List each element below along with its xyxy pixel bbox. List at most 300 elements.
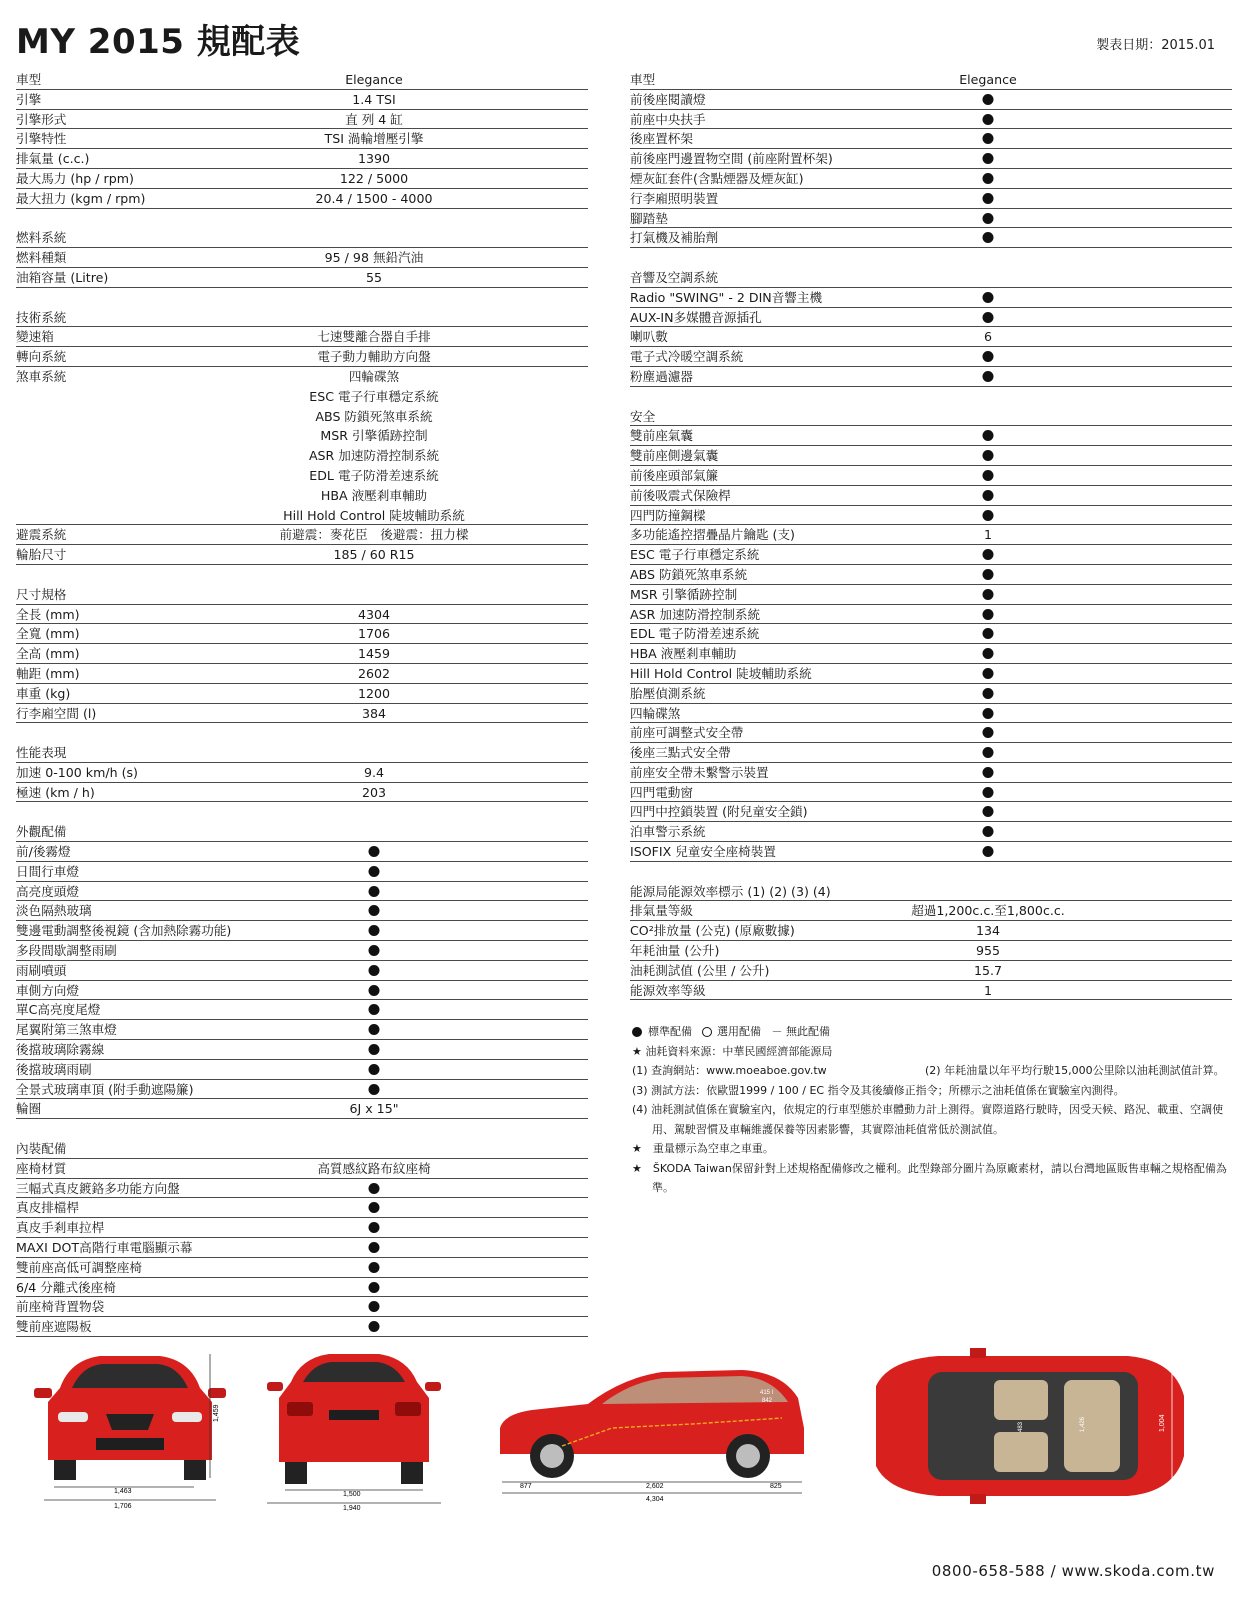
standard-dot-icon [369, 901, 380, 921]
spec-value: 1459 [357, 646, 391, 662]
standard-dot-icon [983, 288, 994, 308]
car-side-body [500, 1370, 804, 1478]
spec-row [16, 1179, 588, 1199]
spec-label: 雙邊電動調整後視鏡 (含加熱除霧功能) [16, 923, 232, 939]
standard-dot-icon [369, 1278, 380, 1298]
spec-row [16, 1020, 588, 1040]
filled-dot-icon [983, 312, 994, 323]
spec-label: MSR 引擎循跡控制 [630, 586, 738, 602]
spec-label: 多段間歇調整雨刷 [16, 943, 117, 959]
spec-label: 最大扭力 (kgm / rpm) [16, 190, 146, 206]
spec-label: Hill Hold Control 陡坡輔助系統 [630, 665, 812, 681]
spec-label: 腳踏墊 [630, 210, 668, 226]
spec-label: 油箱容量 (Litre) [16, 269, 109, 285]
spec-label: 引擎形式 [16, 111, 67, 127]
spacer-row [16, 723, 588, 743]
note-3: (3) 測試方法：依歐盟1999 / 100 / EC 指令及其後續修正指令；所標示之油耗值係在實驗室內測得。 [632, 1083, 1125, 1097]
spec-row [16, 248, 588, 268]
spec-row [630, 961, 1232, 981]
spec-label: 極速 (km / h) [16, 784, 95, 800]
spec-row [16, 189, 588, 209]
spec-value: Elegance [959, 72, 1017, 87]
spec-value: 1200 [357, 685, 391, 701]
spec-label: 避震系統 [16, 527, 67, 543]
spec-label: 能源局能源效率標示 (1) (2) (3) (4) [630, 883, 831, 899]
spec-row [16, 347, 588, 367]
filled-dot-icon [369, 1282, 380, 1293]
spec-label: 四門防撞鋼樑 [630, 507, 706, 523]
spec-label: 安全 [630, 408, 656, 424]
spec-row [630, 110, 1232, 130]
spec-value: 四輪碟煞 [348, 368, 400, 384]
spec-row [630, 426, 1232, 446]
front-overhang-label: 877 [520, 1483, 532, 1490]
front-track-label: 1,463 [114, 1488, 132, 1495]
spec-label: 尾翼附第三煞車燈 [16, 1022, 117, 1038]
spec-row [16, 1040, 588, 1060]
spec-label: 雙前座遮陽板 [16, 1319, 92, 1335]
spec-value: 6J x 15" [349, 1101, 399, 1117]
filled-dot-icon [983, 292, 994, 303]
filled-dot-icon [983, 114, 994, 125]
spec-label: 淡色隔熱玻璃 [16, 903, 92, 919]
spec-value: Elegance [345, 72, 403, 87]
spacer-row [16, 1119, 588, 1139]
spec-label: 前座可調整式安全帶 [630, 725, 744, 741]
spec-label: EDL 電子防滑差速系統 [630, 626, 760, 642]
spec-row [16, 981, 588, 1001]
spec-label: 全高 (mm) [16, 646, 80, 662]
filled-dot-icon [369, 1321, 380, 1332]
filled-dot-icon [369, 925, 380, 936]
length-label: 4,304 [646, 1496, 664, 1503]
spec-label: 前後座門邊置物空間 (前座附置杯架) [630, 151, 833, 167]
spec-value: 4304 [357, 606, 391, 622]
spec-label: 性能表現 [16, 745, 67, 761]
spec-label: 喇叭數 [630, 329, 668, 345]
spec-row [630, 288, 1232, 308]
spec-label: 年耗油量 (公升) [630, 943, 720, 959]
standard-dot-icon [983, 308, 994, 328]
spec-row [630, 585, 1232, 605]
spec-label: 加速 0-100 km/h (s) [16, 764, 138, 780]
spec-row [630, 545, 1232, 565]
spec-value: 前避震：麥花臣 後避震：扭力樑 [279, 527, 469, 543]
car-front-body [34, 1356, 226, 1480]
spec-value: 384 [361, 705, 387, 721]
filled-dot-icon [983, 648, 994, 659]
issue-date: 製表日期：2015.01 [1096, 38, 1215, 53]
spec-value: 1 [983, 982, 993, 998]
spec-label: 前座椅背置物袋 [16, 1299, 105, 1315]
spec-label: 前後座閱讀燈 [630, 91, 706, 107]
spec-row [16, 704, 588, 724]
section-header-row [16, 228, 588, 248]
spec-value: 2602 [357, 665, 391, 681]
spec-row [16, 605, 588, 625]
note-weight: ★ 重量標示為空車之車重。 [632, 1142, 774, 1155]
spec-label: ISOFIX 兒童安全座椅裝置 [630, 844, 776, 860]
spec-value: 超過1,200c.c.至1,800c.c. [911, 903, 1065, 919]
spec-row [16, 862, 588, 882]
standard-dot-icon [983, 644, 994, 664]
spec-row [16, 1258, 588, 1278]
car-rear-body [267, 1354, 441, 1484]
standard-dot-icon [983, 684, 994, 704]
standard-dot-icon [369, 1179, 380, 1199]
standard-dot-icon [369, 921, 380, 941]
car-top-body [876, 1348, 1184, 1504]
standard-dot-icon [369, 941, 380, 961]
standard-dot-icon [983, 624, 994, 644]
trunk-label-2: 842 [762, 1398, 773, 1404]
spacer-row [16, 802, 588, 822]
car-front-view [30, 1342, 230, 1512]
filled-dot-icon [983, 628, 994, 639]
spec-row [630, 644, 1232, 664]
spec-label: 輪圈 [16, 1101, 42, 1117]
spec-label: 全景式玻璃車頂 (附手動遮陽簾) [16, 1081, 194, 1097]
filled-dot-icon [369, 1084, 380, 1095]
standard-dot-icon [983, 545, 994, 565]
spec-label: 能源效率等級 [630, 982, 706, 998]
spec-label: 外觀配備 [16, 824, 67, 840]
spec-row [16, 426, 588, 446]
spec-row [16, 1099, 588, 1119]
spec-label: 煞車系統 [16, 368, 67, 384]
note-1-2 [632, 1061, 1232, 1081]
top-width-label: 1,004 [1159, 1414, 1166, 1432]
spec-value: 20.4 / 1500 - 4000 [315, 190, 433, 206]
spec-row [630, 169, 1232, 189]
spec-row [630, 129, 1232, 149]
standard-dot-icon [369, 961, 380, 981]
spec-row [630, 723, 1232, 743]
filled-dot-icon [369, 1222, 380, 1233]
rear-track-label: 1,500 [343, 1491, 361, 1498]
filled-dot-icon [369, 1064, 380, 1075]
car-rear-view [265, 1342, 445, 1512]
spacer-row [16, 288, 588, 308]
spec-value: 134 [975, 923, 1001, 939]
spec-label: 後座三點式安全帶 [630, 745, 731, 761]
standard-dot-icon [983, 486, 994, 506]
standard-dot-icon [983, 228, 994, 248]
spec-label: 全寬 (mm) [16, 626, 80, 642]
legend [632, 1022, 1232, 1042]
spec-value: EDL 電子防滑差速系統 [309, 467, 439, 483]
spec-table-left [16, 70, 588, 1337]
spec-label: 全長 (mm) [16, 606, 80, 622]
top-seat-a-label: 483 [1018, 1421, 1024, 1432]
spec-value: 6 [983, 329, 993, 345]
spec-row [16, 446, 588, 466]
section-header-row [16, 1139, 588, 1159]
note-4: (4) 油耗測試值係在實驗室內，依規定的行車型態於車體動力計上測得。實際道路行駛時，因受天候、路況、載重、空調使用、駕駛習慣及車輛維護保養等因素影響，其實際油耗值常低於測試值。 [632, 1103, 1224, 1136]
spec-label: 四輪碟煞 [630, 705, 681, 721]
spec-label: 車型 [16, 72, 42, 87]
standard-dot-icon [983, 367, 994, 387]
spec-label: 前/後霧燈 [16, 844, 71, 860]
wheelbase-label: 2,602 [646, 1483, 664, 1490]
spec-value: 122 / 5000 [339, 170, 409, 186]
spec-row [16, 842, 588, 862]
section-header-row [16, 743, 588, 763]
standard-dot-icon [369, 1000, 380, 1020]
spec-label: 電子式冷暖空調系統 [630, 349, 744, 365]
spec-row [630, 347, 1232, 367]
spec-row [630, 684, 1232, 704]
spec-label: 雨刷噴頭 [16, 962, 67, 978]
filled-dot-icon [369, 866, 380, 877]
standard-dot-icon [983, 149, 994, 169]
spec-row [16, 684, 588, 704]
spec-row [630, 981, 1232, 1001]
spec-value: 95 / 98 無鉛汽油 [324, 250, 424, 266]
section-header-row [16, 308, 588, 328]
section-header-row [16, 70, 588, 90]
filled-dot-icon [983, 767, 994, 778]
filled-dot-icon [983, 470, 994, 481]
spec-row [630, 624, 1232, 644]
filled-dot-icon [983, 747, 994, 758]
top-seat-b-label: 1,426 [1080, 1416, 1086, 1432]
spec-row [630, 90, 1232, 110]
footer-contact: 0800-658-588 / www.skoda.com.tw [931, 1562, 1215, 1580]
spec-label: 打氣機及補胎劑 [630, 230, 719, 246]
standard-dot-icon [983, 743, 994, 763]
spec-row [16, 525, 588, 545]
standard-dot-icon [983, 446, 994, 466]
section-header-row [630, 70, 1232, 90]
optional-ring-icon [702, 1027, 712, 1037]
spec-row [16, 1278, 588, 1298]
spec-value: 185 / 60 R15 [333, 547, 415, 563]
spec-label: 技術系統 [16, 309, 67, 325]
filled-dot-icon [369, 886, 380, 897]
spec-value: 15.7 [973, 962, 1003, 978]
legend-none: － 無此配備 [771, 1025, 830, 1038]
spec-row [630, 783, 1232, 803]
spacer-row [630, 862, 1232, 882]
rear-width-label: 1,940 [343, 1505, 361, 1512]
standard-dot-icon [983, 426, 994, 446]
spec-row [16, 407, 588, 427]
spacer-row [630, 248, 1232, 268]
spec-label: HBA 液壓剎車輔助 [630, 646, 737, 662]
spec-label: 三幅式真皮鍍鉻多功能方向盤 [16, 1180, 180, 1196]
rear-overhang-label: 825 [770, 1483, 782, 1490]
filled-dot-icon [369, 1301, 380, 1312]
spacer-row [630, 387, 1232, 407]
spec-label: 引擎特性 [16, 131, 67, 147]
spec-label: 軸距 (mm) [16, 665, 80, 681]
standard-dot-icon [369, 1238, 380, 1258]
spec-row [630, 743, 1232, 763]
spec-row [630, 189, 1232, 209]
spec-value: HBA 液壓剎車輔助 [320, 487, 428, 503]
spec-row [16, 1297, 588, 1317]
spec-row [16, 110, 588, 130]
filled-dot-icon [983, 193, 994, 204]
standard-dot-icon [983, 842, 994, 862]
spec-label: 高亮度頭燈 [16, 883, 79, 899]
spec-row [16, 961, 588, 981]
spec-label: ESC 電子行車穩定系統 [630, 547, 760, 563]
filled-dot-icon [369, 1004, 380, 1015]
section-header-row [16, 585, 588, 605]
section-header-row [630, 407, 1232, 427]
spec-label: 後擋玻璃除霧線 [16, 1042, 105, 1058]
filled-dot-icon [369, 846, 380, 857]
spec-label: 單C高亮度尾燈 [16, 1002, 101, 1018]
note-1: (1) 查詢網站：www.moeaboe.gov.tw [632, 1064, 827, 1077]
spec-row [16, 1080, 588, 1100]
spec-row [16, 1218, 588, 1238]
standard-dot-icon [369, 1258, 380, 1278]
spec-label: AUX-IN多媒體音源插孔 [630, 309, 762, 325]
filled-dot-icon [983, 826, 994, 837]
filled-dot-icon [983, 351, 994, 362]
spec-row [16, 1060, 588, 1080]
standard-dot-icon [983, 822, 994, 842]
spec-label: Radio "SWING" - 2 DIN音響主機 [630, 289, 823, 305]
standard-dot-icon [983, 585, 994, 605]
spec-row [16, 268, 588, 288]
spec-row [630, 704, 1232, 724]
spec-row [16, 149, 588, 169]
filled-dot-icon [983, 490, 994, 501]
spec-value: TSI 渦輪增壓引擎 [324, 131, 424, 147]
spec-label: 四門中控鎖裝置 (附兒童安全鎖) [630, 804, 808, 820]
spec-row [16, 169, 588, 189]
spec-row [16, 327, 588, 347]
standard-dot-icon [983, 565, 994, 585]
spec-row [630, 228, 1232, 248]
spec-row [16, 1159, 588, 1179]
standard-dot-icon [369, 862, 380, 882]
standard-dot-icon [369, 1020, 380, 1040]
section-header-row [630, 268, 1232, 288]
spec-label: 前後座頭部氣簾 [630, 467, 719, 483]
spec-row [630, 822, 1232, 842]
spec-row [16, 624, 588, 644]
spec-row [630, 308, 1232, 328]
spec-label: 粉塵過濾器 [630, 368, 693, 384]
spec-label: 真皮排檔桿 [16, 1200, 79, 1216]
spec-value: 直 列 4 缸 [345, 111, 403, 127]
filled-dot-icon [983, 846, 994, 857]
filled-dot-icon [983, 450, 994, 461]
spec-row [16, 644, 588, 664]
spec-value: 高質感紋路布紋座椅 [317, 1160, 431, 1176]
standard-dot-icon [983, 802, 994, 822]
standard-dot-icon [983, 605, 994, 625]
notes [632, 1022, 1232, 1198]
spec-label: 後擋玻璃雨刷 [16, 1061, 92, 1077]
spec-value: ESC 電子行車穩定系統 [309, 388, 439, 404]
filled-dot-icon [983, 589, 994, 600]
spec-label: 日間行車燈 [16, 863, 79, 879]
standard-dot-icon [369, 842, 380, 862]
spec-row [630, 446, 1232, 466]
spec-label: 座椅材質 [16, 1160, 67, 1176]
spec-row [630, 901, 1232, 921]
spec-label: 排氣量等級 [630, 903, 693, 919]
filled-dot-icon [983, 153, 994, 164]
page-title: MY 2015 規配表 [16, 22, 301, 62]
filled-dot-icon [369, 1242, 380, 1253]
spec-label: 前後吸震式保險桿 [630, 487, 731, 503]
legend-standard: 標準配備 [648, 1025, 692, 1038]
spec-label: 油耗測試值 (公里 / 公升) [630, 962, 770, 978]
filled-dot-icon [983, 430, 994, 441]
standard-dot-icon [983, 704, 994, 724]
spec-row [630, 763, 1232, 783]
spec-row [630, 506, 1232, 526]
filled-dot-icon [369, 945, 380, 956]
spec-row [16, 901, 588, 921]
spec-row [16, 466, 588, 486]
section-header-row [16, 822, 588, 842]
spec-value: MSR 引擎循跡控制 [320, 428, 428, 444]
spec-row [630, 525, 1232, 545]
spec-row [630, 941, 1232, 961]
spec-row [630, 565, 1232, 585]
spec-label: 輪胎尺寸 [16, 547, 67, 563]
spec-value: ASR 加速防滑控制系統 [308, 448, 440, 464]
spacer-row [16, 565, 588, 585]
spec-value: 9.4 [363, 764, 385, 780]
spec-row [630, 466, 1232, 486]
trunk-label: 415 l [760, 1390, 774, 1396]
spec-label: 多功能遙控摺疊晶片鑰匙 (支) [630, 527, 795, 543]
spec-row [16, 664, 588, 684]
filled-dot-icon [983, 806, 994, 817]
filled-dot-icon [983, 727, 994, 738]
spec-value: 955 [975, 943, 1001, 959]
spec-label: ABS 防鎖死煞車系統 [630, 566, 748, 582]
filled-dot-icon [983, 232, 994, 243]
spec-label: 內裝配備 [16, 1141, 67, 1157]
spec-row [16, 783, 588, 803]
standard-dot-icon [983, 189, 994, 209]
filled-dot-icon [369, 1202, 380, 1213]
spec-value: 1.4 TSI [352, 91, 396, 107]
spec-label: 泊車警示系統 [630, 824, 706, 840]
standard-dot-icon [983, 723, 994, 743]
filled-dot-icon [983, 708, 994, 719]
standard-dot-icon [983, 347, 994, 367]
filled-dot-icon [983, 133, 994, 144]
filled-dot-icon [983, 569, 994, 580]
spec-label: CO²排放量 (公克) (原廠數據) [630, 923, 795, 939]
filled-dot-icon [983, 787, 994, 798]
spec-row [630, 367, 1232, 387]
note-rights: ★ ŠKODA Taiwan保留針對上述規格配備修改之權利。此型錄部分圖片為原廠素材，請以台灣地區販售車輛之規格配備為準。 [632, 1161, 1227, 1194]
spec-label: 煙灰缸套件(含點煙器及煙灰缸) [630, 170, 804, 186]
spec-label: 四門電動窗 [630, 784, 693, 800]
standard-dot-icon [369, 1080, 380, 1100]
filled-dot-icon [983, 213, 994, 224]
spec-label: 雙前座側邊氣囊 [630, 448, 719, 464]
filled-dot-icon [369, 1262, 380, 1273]
spec-value: 1 [983, 527, 993, 543]
front-width-label: 1,706 [114, 1503, 132, 1510]
standard-dot-icon [983, 763, 994, 783]
spec-label: 前座中央扶手 [630, 111, 706, 127]
filled-dot-icon [369, 1024, 380, 1035]
